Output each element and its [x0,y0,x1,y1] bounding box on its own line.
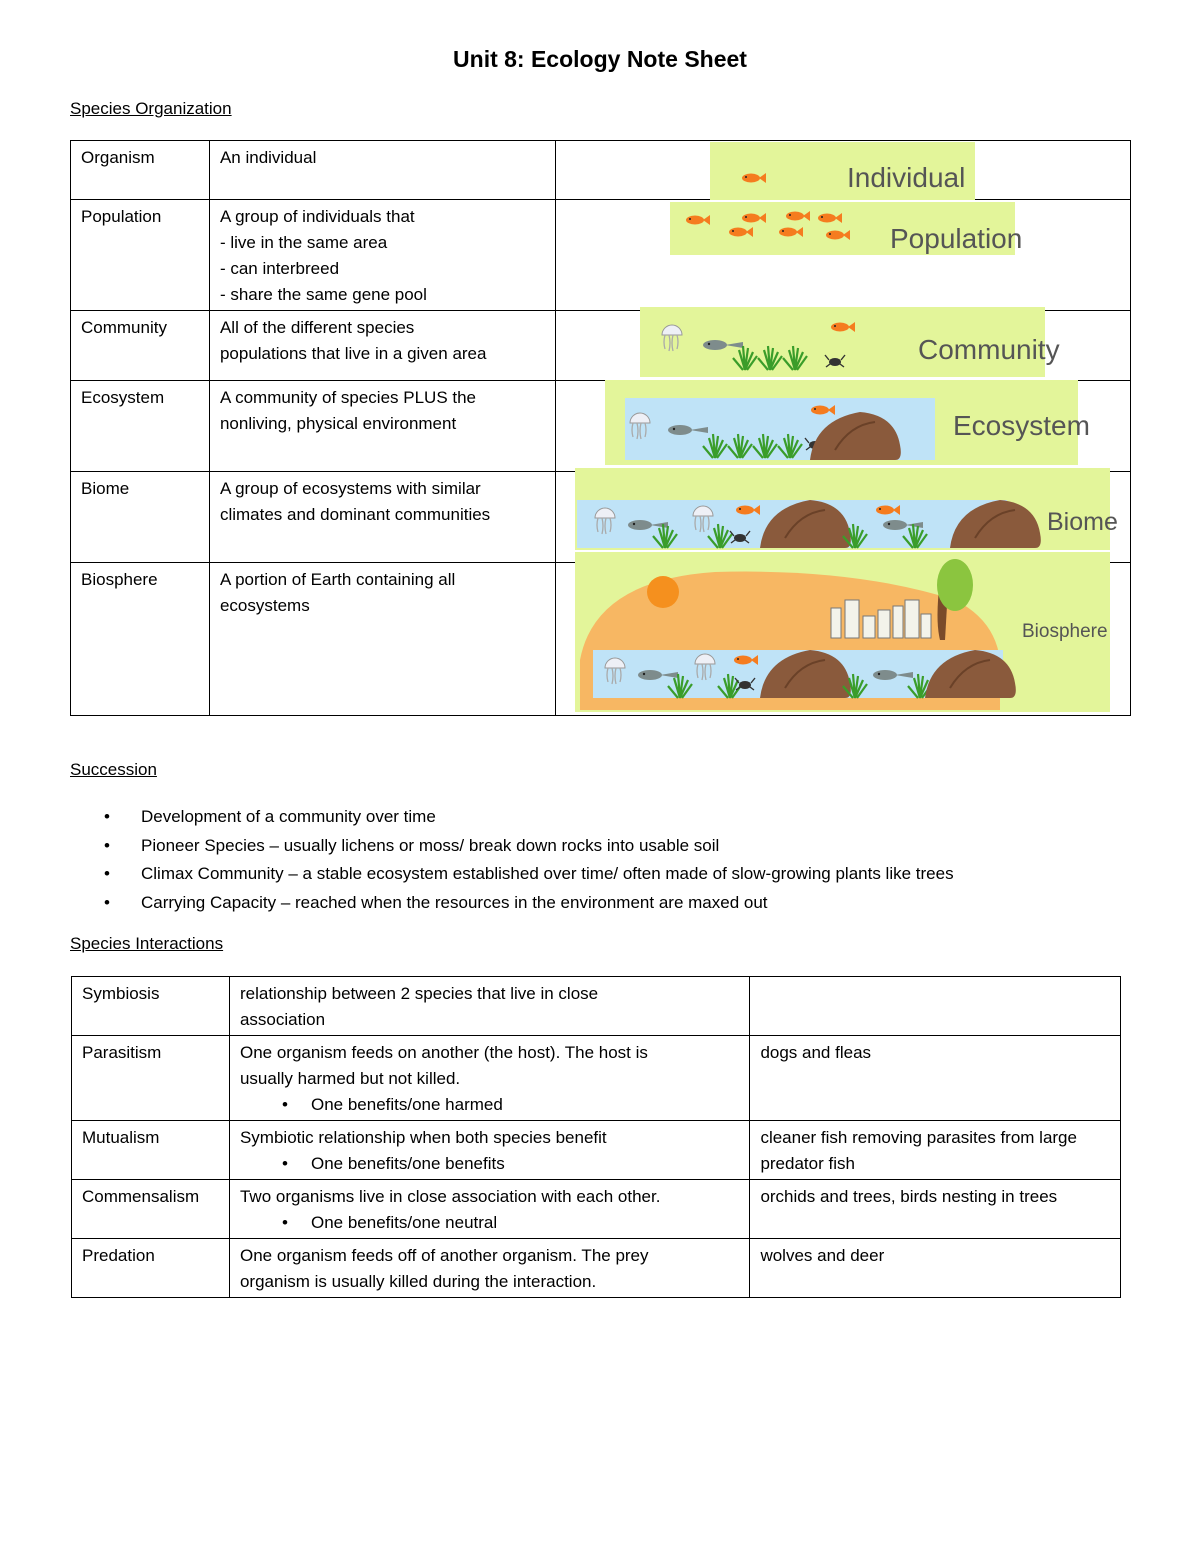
term-cell: Symbiosis [72,977,230,1036]
level-label-individual: Individual [847,162,966,193]
term-cell: Community [71,311,210,381]
example-cell: orchids and trees, birds nesting in trees [750,1180,1121,1239]
interactions-table [71,976,1121,1298]
definition-cell: A group of individuals that - live in the same area - can interbreed - share the same gene pool [209,200,555,311]
list-item: • Climax Community – a stable ecosystem established over time/ often made of slow-growing plants like trees [104,860,954,889]
section-heading-interactions: Species Interactions [70,934,224,953]
term-cell: Parasitism [72,1036,230,1121]
level-label-ecosystem: Ecosystem [953,410,1090,441]
list-item: • Carrying Capacity – reached when the resources in the environment are maxed out [104,889,954,918]
description-cell: Two organisms live in close association with each other. • One benefits/one neutral [229,1180,749,1239]
ecology-levels-illustration [555,140,1131,714]
list-item: • One benefits/one benefits [240,1151,739,1177]
definition-cell: A portion of Earth containing all ecosystems [209,563,555,716]
definition-cell: A group of ecosystems with similar climates and dominant communities [209,472,555,563]
page-title: Unit 8: Ecology Note Sheet [453,46,747,72]
succession-list [104,803,954,917]
table-row [72,1121,1121,1180]
example-cell: cleaner fish removing parasites from large predator fish [750,1121,1121,1180]
term-cell: Predation [72,1239,230,1298]
term-cell: Ecosystem [71,381,210,472]
list-item: • Pioneer Species – usually lichens or moss/ break down rocks into usable soil [104,832,954,861]
table-row [72,1239,1121,1298]
level-label-population: Population [890,223,1023,254]
term-cell: Commensalism [72,1180,230,1239]
description-cell: relationship between 2 species that live in close association [229,977,749,1036]
term-cell: Population [71,200,210,311]
list-item: • Development of a community over time [104,803,954,832]
description-cell: One organism feeds off of another organism. The prey organism is usually killed during the interaction. [229,1239,749,1298]
tree-icon [937,559,973,611]
example-cell: wolves and deer [750,1239,1121,1298]
term-cell: Organism [71,141,210,200]
definition-cell: All of the different species populations that live in a given area [209,311,555,381]
definition-cell: A community of species PLUS the nonliving, physical environment [209,381,555,472]
list-item: • One benefits/one neutral [240,1210,739,1236]
example-cell: dogs and fleas [750,1036,1121,1121]
level-label-biosphere: Biosphere [1022,621,1108,642]
term-cell: Biosphere [71,563,210,716]
table-row [72,1036,1121,1121]
term-cell: Biome [71,472,210,563]
list-item: • One benefits/one harmed [240,1092,739,1118]
description-cell: Symbiotic relationship when both species benefit • One benefits/one benefits [229,1121,749,1180]
example-cell [750,977,1121,1036]
section-heading-succession: Succession [70,760,157,779]
table-row [72,1180,1121,1239]
sun-icon [647,576,679,608]
table-row [72,977,1121,1036]
definition-cell: An individual [209,141,555,200]
term-cell: Mutualism [72,1121,230,1180]
level-label-community: Community [918,334,1060,365]
section-heading-organization: Species Organization [70,99,232,118]
level-label-biome: Biome [1047,508,1118,536]
description-cell: One organism feeds on another (the host). The host is usually harmed but not killed. • One benefits/one harmed [229,1036,749,1121]
